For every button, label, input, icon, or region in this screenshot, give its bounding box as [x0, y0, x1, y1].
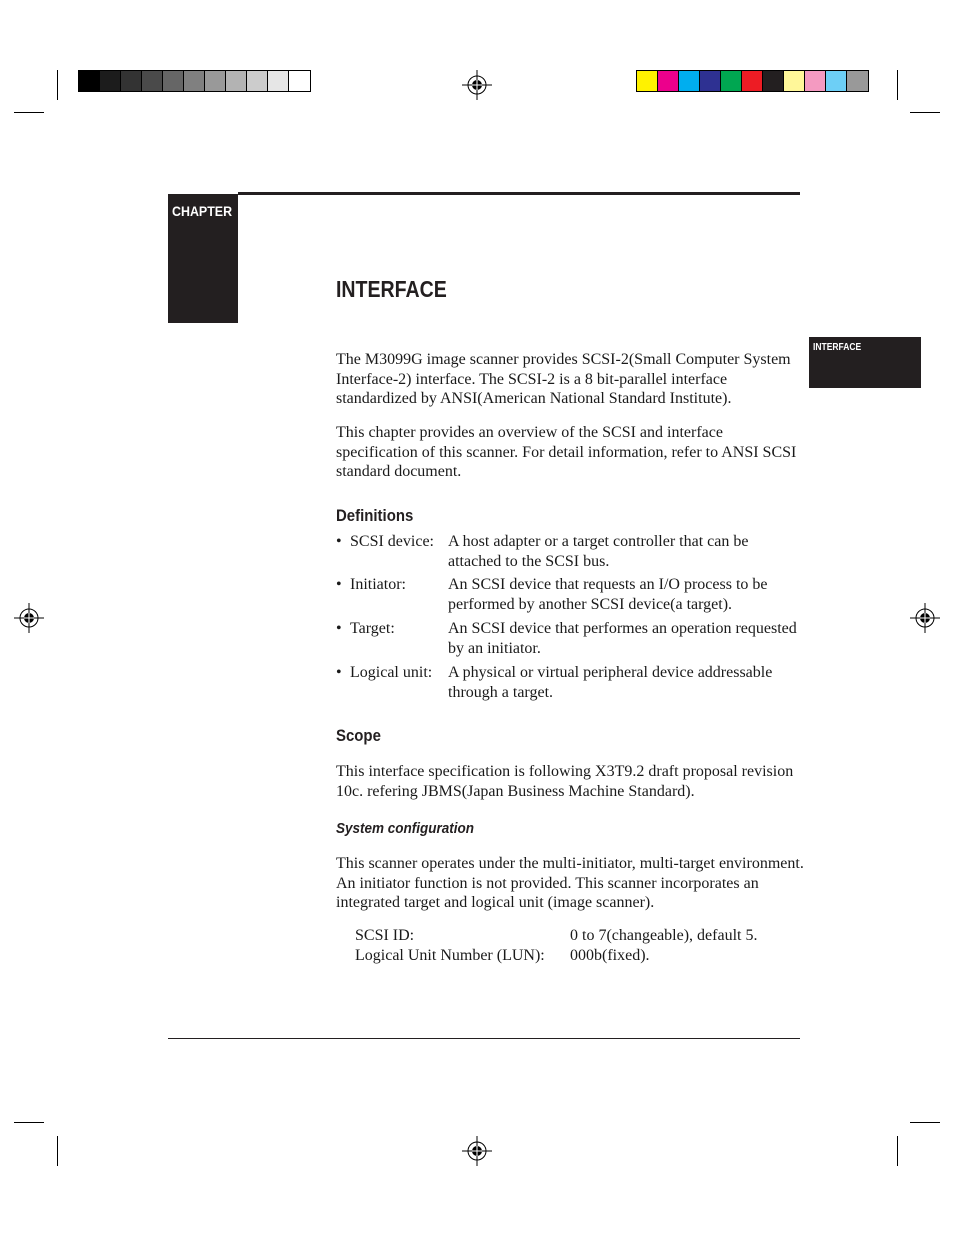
crop-mark: [910, 112, 940, 113]
color-swatch: [763, 71, 784, 91]
definition-term: Initiator:: [350, 576, 406, 593]
color-swatch: [79, 71, 100, 91]
crop-mark: [897, 1136, 898, 1166]
color-swatch: [100, 71, 121, 91]
definition-desc: A physical or virtual peripheral device addressable through a target.: [448, 664, 773, 701]
bottom-rule: [168, 1038, 800, 1039]
color-swatch: [805, 71, 826, 91]
color-swatch: [268, 71, 289, 91]
config-key: Logical Unit Number (LUN):: [355, 947, 545, 964]
crop-mark: [910, 1122, 940, 1123]
bullet: •: [336, 533, 342, 550]
registration-mark-icon: [462, 70, 492, 100]
chapter-title: INTERFACE: [336, 276, 447, 302]
color-swatch: [226, 71, 247, 91]
scope-paragraph: This interface specification is following X3T9.2 draft proposal revision 10c. refering JBMS(Japan Business Machine Standard).: [336, 763, 794, 800]
color-swatch: [205, 71, 226, 91]
config-value: 0 to 7(changeable), default 5.: [570, 927, 758, 944]
color-swatch: [121, 71, 142, 91]
chapter-block: [168, 194, 238, 323]
registration-mark-icon: [910, 603, 940, 633]
color-swatch: [679, 71, 700, 91]
chapter-label: CHAPTER: [172, 204, 233, 219]
color-swatch: [826, 71, 847, 91]
intro-paragraph-1: The M3099G image scanner provides SCSI-2(Small Computer System Interface-2) interface. The SCSI-2 is a 8 bit-parallel interface standardized by ANSI(American National Standard Institute).: [336, 351, 791, 407]
color-swatch: [847, 71, 868, 91]
system-configuration-paragraph: This scanner operates under the multi-initiator, multi-target environment. An initiator function is not provided. This scanner incorporates an integrated target and logical unit (image scanner).: [336, 855, 804, 911]
definition-desc: A host adapter or a target controller that can be attached to the SCSI bus.: [448, 533, 749, 570]
scope-heading: Scope: [336, 726, 381, 745]
color-swatch: [163, 71, 184, 91]
definition-term: SCSI device:: [350, 533, 434, 550]
definition-desc: An SCSI device that requests an I/O process to be performed by another SCSI device(a target).: [448, 576, 768, 613]
bullet: •: [336, 664, 342, 681]
config-value: 000b(fixed).: [570, 947, 650, 964]
definition-term: Target:: [350, 620, 395, 637]
definition-desc: An SCSI device that performes an operation requested by an initiator.: [448, 620, 797, 657]
crop-mark: [57, 70, 58, 100]
intro-paragraph-2: This chapter provides an overview of the SCSI and interface specification of this scanner. For detail information, refer to ANSI SCSI standard document.: [336, 424, 797, 480]
side-tab: [809, 337, 921, 388]
color-swatch: [721, 71, 742, 91]
gray-color-bar: [78, 70, 311, 92]
registration-mark-icon: [462, 1136, 492, 1166]
color-swatch: [784, 71, 805, 91]
config-key: SCSI ID:: [355, 927, 415, 944]
crop-mark: [14, 1122, 44, 1123]
color-swatch: [184, 71, 205, 91]
definitions-heading: Definitions: [336, 506, 414, 525]
process-color-bar: [636, 70, 869, 92]
crop-mark: [897, 70, 898, 100]
registration-mark-icon: [14, 603, 44, 633]
crop-mark: [57, 1136, 58, 1166]
bullet: •: [336, 576, 342, 593]
color-swatch: [742, 71, 763, 91]
color-swatch: [658, 71, 679, 91]
color-swatch: [289, 71, 310, 91]
top-rule: [238, 192, 800, 195]
definition-term: Logical unit:: [350, 664, 433, 681]
side-tab-label: INTERFACE: [813, 342, 862, 353]
crop-mark: [14, 112, 44, 113]
system-configuration-heading: System configuration: [336, 820, 475, 837]
color-swatch: [247, 71, 268, 91]
bullet: •: [336, 620, 342, 637]
color-swatch: [700, 71, 721, 91]
color-swatch: [637, 71, 658, 91]
color-swatch: [142, 71, 163, 91]
